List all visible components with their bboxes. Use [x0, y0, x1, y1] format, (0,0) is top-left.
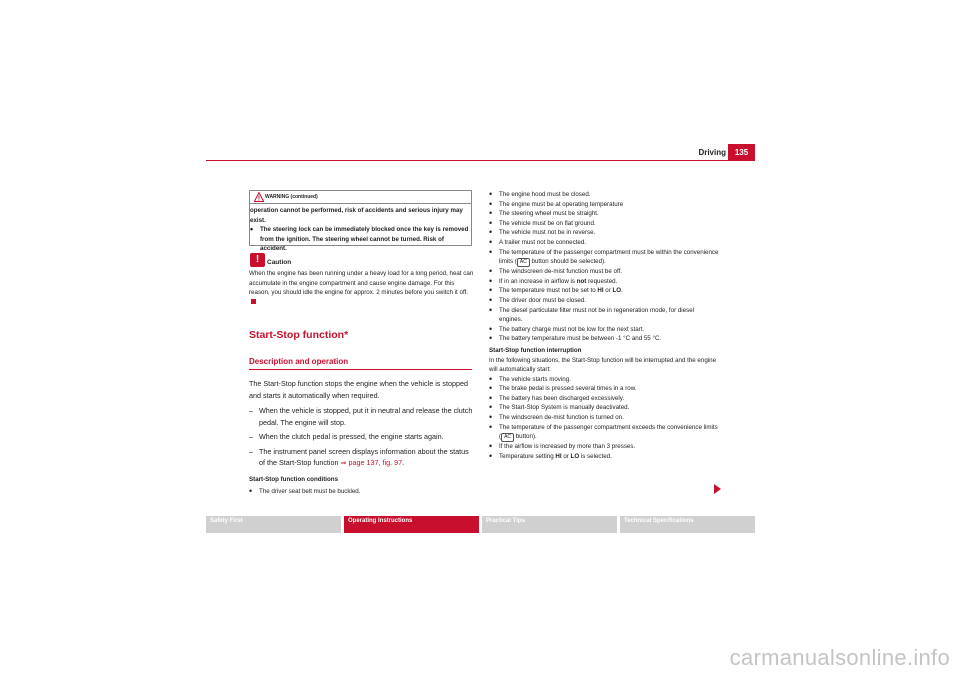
list-item	[489, 452, 719, 462]
condition-text: The battery charge must not be low for the next start.	[499, 325, 645, 333]
bullet-icon	[489, 423, 492, 434]
emphasis-text: HI	[597, 287, 604, 295]
caution-text	[249, 269, 474, 307]
list-item	[489, 413, 719, 423]
list-item	[489, 238, 719, 248]
list-item	[249, 487, 484, 496]
bullet-icon	[250, 225, 253, 236]
list-item	[489, 267, 719, 277]
list-item	[489, 334, 719, 344]
section-title: Start-Stop function*	[249, 329, 349, 341]
list-item	[489, 200, 719, 210]
step-list	[249, 405, 474, 472]
next-page-arrow-icon[interactable]	[714, 484, 721, 494]
page-number: 135	[728, 144, 755, 160]
emphasis-text: not	[576, 277, 587, 285]
list-item	[489, 423, 719, 443]
interruption-text: is selected.	[579, 452, 612, 460]
intro-paragraph: The Start-Stop function stops the engine when the vehicle is stopped and starts it automatically when required.	[249, 379, 468, 400]
tab-practical-tips[interactable]: Practical Tips	[482, 516, 617, 533]
emphasis-text: LO	[570, 452, 580, 460]
bullet-icon	[249, 487, 252, 497]
list-item	[489, 375, 719, 385]
list-item	[489, 442, 719, 452]
section-end-icon	[251, 299, 256, 304]
caution-body: When the engine has been running under a heavy load for a long period, heat can accumulate in the engine compartment and cause engine damage. For this reason, you should idle the engine for approx. 2 minutes before you switch it off.	[249, 270, 474, 296]
watermark: carmanualsonline.info	[729, 645, 950, 670]
tab-safety-first[interactable]: Safety First	[206, 516, 341, 533]
list-item	[489, 403, 719, 413]
tab-technical-specifications[interactable]: Technical Specifications	[620, 516, 755, 533]
condition-text: The temperature of the passenger compartment must be within the convenience limits (	[499, 248, 719, 266]
bullet-icon	[489, 248, 492, 259]
condition-text: The engine must be at operating temperature	[499, 200, 624, 208]
header-rule	[206, 160, 755, 161]
list-item	[489, 325, 719, 335]
bullet-icon	[489, 452, 492, 463]
list-item	[489, 219, 719, 229]
list-item	[489, 394, 719, 404]
condition-text: The driver door must be closed.	[499, 296, 587, 304]
interruption-intro: In the following situations, the Start-Stop function will be interrupted and the engine will automatically start:	[489, 356, 717, 374]
interruption-text: The battery has been discharged excessively.	[499, 394, 625, 402]
list-item: – When the vehicle is stopped, put it in neutral and release the clutch pedal. The engine will stop.	[249, 406, 473, 427]
condition-text: The driver seat belt must be buckled.	[259, 488, 361, 495]
list-item	[489, 296, 719, 306]
list-item	[489, 209, 719, 219]
list-item: – When the clutch pedal is pressed, the engine starts again.	[249, 432, 444, 441]
page-link[interactable]: ⇒ page 137, fig. 97	[340, 458, 403, 467]
interruption-text: If the airflow is increased by more than 3 presses.	[499, 443, 636, 451]
ac-key-icon: AC	[517, 258, 530, 267]
condition-text: The diesel particulate filter must not be in regeneration mode, for diesel engines.	[499, 306, 695, 324]
condition-text: requested.	[586, 277, 618, 285]
interruption-text: button).	[514, 433, 537, 441]
chapter-title: Driving	[698, 148, 726, 157]
condition-text: The engine hood must be closed.	[499, 191, 591, 198]
list-item: – The instrument panel screen displays information about the status of the Start-Stop function ⇒ page 137, fig. 97.	[249, 446, 469, 467]
interruption-title: Start-Stop function interruption	[489, 346, 582, 354]
interruption-text: The windscreen de-mist function is turned on.	[499, 414, 624, 422]
interruption-text: The Start-Stop System is manually deactivated.	[499, 404, 630, 412]
condition-text: The windscreen de-mist function must be off.	[499, 268, 623, 276]
emphasis-text: LO	[612, 287, 622, 295]
condition-text: The battery temperature must be between -1 °C and 55 °C.	[499, 335, 662, 343]
warning-label: WARNING (continued)	[265, 194, 318, 200]
caution-exclamation-icon: !	[250, 253, 265, 267]
list-item	[489, 190, 719, 200]
condition-text: If in an increase in airflow is	[499, 277, 577, 285]
list-item	[489, 306, 719, 325]
warning-line: The steering lock can be immediately blocked once the key is removed from the ignition. The steering wheel cannot be turned. Risk of accident.	[260, 226, 469, 252]
list-item	[489, 248, 719, 268]
condition-text: The vehicle must be on flat ground.	[499, 219, 596, 227]
subsection-title: Description and operation	[249, 357, 349, 366]
step-text: When the vehicle is stopped, put it in neutral and release the clutch pedal. The engine will stop.	[259, 406, 473, 427]
condition-text: The vehicle must not be in reverse.	[499, 229, 596, 237]
condition-text: or	[603, 287, 613, 295]
interruption-text: The brake pedal is pressed several times in a row.	[499, 385, 637, 393]
caution-label: Caution	[267, 259, 292, 266]
condition-text: .	[621, 287, 623, 295]
list-item	[489, 228, 719, 238]
condition-text: A trailer must not be connected.	[499, 238, 587, 246]
subsection-rule	[249, 369, 472, 370]
right-column	[489, 190, 719, 461]
emphasis-text: HI	[555, 452, 562, 460]
bullet-icon	[489, 306, 492, 317]
condition-text: button should be selected).	[529, 258, 606, 266]
bullet-icon	[489, 334, 492, 345]
warning-bullet	[250, 225, 470, 254]
list-item	[489, 384, 719, 394]
interruption-text: or	[561, 452, 571, 460]
step-text: The instrument panel screen displays information about the status of the Start-Stop function	[259, 446, 469, 467]
warning-text	[250, 206, 470, 254]
list-item	[489, 277, 719, 287]
warning-triangle-icon	[254, 192, 264, 202]
tab-operating-instructions[interactable]: Operating Instructions	[344, 516, 479, 533]
condition-text: The steering wheel must be straight.	[499, 210, 599, 218]
condition-text: The temperature must not be set to	[499, 287, 598, 295]
interruption-text: Temperature setting	[499, 452, 556, 460]
warning-line: operation cannot be performed, risk of accidents and serious injury may exist.	[250, 207, 463, 224]
list-item	[489, 286, 719, 296]
ac-key-icon: AC	[501, 433, 514, 442]
step-text: When the clutch pedal is pressed, the engine starts again.	[259, 432, 444, 441]
conditions-title: Start-Stop function conditions	[249, 476, 339, 483]
interruption-text: The vehicle starts moving.	[499, 375, 571, 383]
interruption-text: The temperature of the passenger compartment exceeds the convenience limits (	[499, 423, 718, 441]
